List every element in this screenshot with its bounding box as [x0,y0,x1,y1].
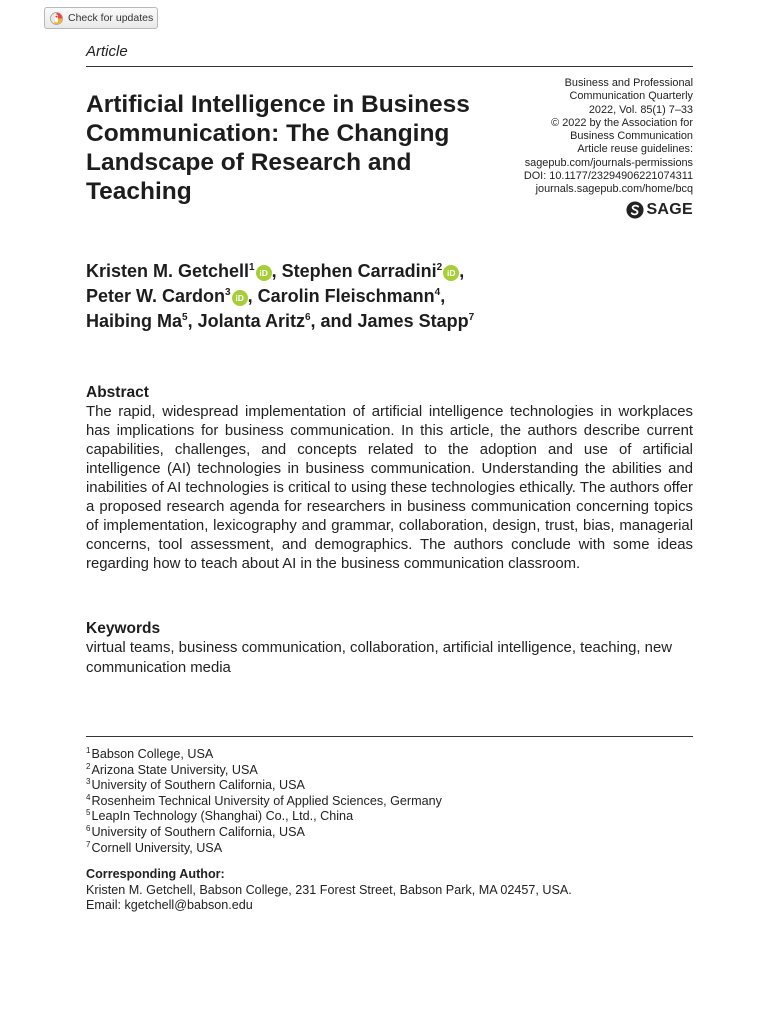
journal-info-line: © 2022 by the Association for [551,116,693,129]
author-separator: , and [310,311,358,331]
author-name: Stephen Carradini [281,261,437,281]
affiliation-text: University of Southern California, USA [91,824,305,839]
author-affiliation-marker: 4 [434,287,441,298]
publisher-logo [626,201,693,219]
affiliation-item [86,747,442,763]
author-name: Peter W. Cardon [86,286,226,306]
journal-info-line: Business Communication [570,130,693,143]
article-type-label: Article [86,43,128,60]
footnote-divider [86,736,693,737]
corresponding-author-heading: Corresponding Author: [86,867,225,881]
author-separator: , [440,286,446,306]
author-list [86,259,706,334]
keywords-heading: Keywords [86,620,161,637]
affiliation-number: 3 [86,777,91,787]
sage-logo-icon [626,201,644,219]
affiliation-number: 1 [86,746,91,755]
journal-info-line: Article reuse guidelines: [577,143,693,156]
header-divider [86,66,693,67]
check-for-updates-button[interactable] [44,7,158,29]
journal-info [473,77,693,197]
orcid-icon[interactable]: iD [232,290,248,306]
author-separator: , [271,261,282,281]
affiliation-item [86,825,442,841]
author-name: Jolanta Aritz [197,311,305,331]
affiliation-item [86,763,442,779]
author-affiliation-marker: 1 [249,262,255,273]
author-separator: , [459,261,465,281]
author-affiliation-marker: 5 [182,312,188,323]
orcid-icon[interactable]: iD [443,265,459,281]
orcid-icon[interactable]: iD [256,265,272,281]
author-affiliation-marker: 6 [304,312,311,323]
author-affiliation-marker: 2 [436,262,443,273]
journal-info-line: sagepub.com/journals-permissions [524,156,693,169]
affiliations-list [86,747,442,856]
affiliation-text: LeapIn Technology (Shanghai) Co., Ltd., China [91,809,354,824]
check-updates-icon [50,12,63,25]
check-updates-label: Check for updates [68,12,154,24]
author-separator: , [187,311,198,331]
author-separator: , [247,286,258,306]
publisher-name: SAGE [646,201,693,218]
corresponding-author [86,867,572,914]
abstract-heading: Abstract [86,384,149,401]
affiliation-text: Rosenheim Technical University of Applied Sciences, Germany [91,793,442,808]
affiliation-text: University of Southern California, USA [91,778,305,793]
author-name: James Stapp [357,311,469,331]
affiliation-text: Cornell University, USA [91,840,223,855]
journal-info-line: 2022, Vol. 85(1) 7–33 [588,103,693,116]
author-name: Carolin Fleischmann [257,286,435,306]
author-affiliation-marker: 3 [225,287,231,298]
affiliation-text: Arizona State University, USA [91,762,258,777]
journal-info-line: Communication Quarterly [569,90,693,103]
affiliation-number: 4 [86,792,91,802]
affiliation-text: Babson College, USA [91,747,214,761]
abstract-text: The rapid, widespread implementation of artificial intelligence technologies in workplaces has implications for business communication. In this article, the authors describe current capabilities, challenges, and concepts related to the adoption and use of artificial intelligence (AI) technologies in business communication. Understanding the abilities and inabilities of AI technologies is critical to using these technologies ethically. The authors offer a proposed research agenda for researchers in business communication concerning topics of implementation, lexicography and grammar, collaboration, design, trust, bias, managerial concerns, tool assessment, and demographics. The authors conclude with some ideas regarding how to teach about AI in the business communication classroom. [86,404,693,572]
affiliation-number: 7 [86,839,91,849]
corresponding-author-email[interactable]: Email: kgetchell@babson.edu [86,898,253,913]
author-name: Haibing Ma [86,311,183,331]
affiliation-item [86,794,442,810]
affiliation-item [86,841,442,857]
affiliation-item [86,778,442,794]
journal-info-line: journals.sagepub.com/home/bcq [535,183,693,196]
corresponding-author-address: Kristen M. Getchell, Babson College, 231 Forest Street, Babson Park, MA 02457, USA. [86,882,572,897]
author-name: Kristen M. Getchell [86,261,250,281]
journal-info-line: Business and Professional [564,77,693,89]
affiliation-number: 5 [86,808,91,818]
keywords-text: virtual teams, business communication, collaboration, artificial intelligence, teaching, new communication media [86,640,672,676]
affiliation-item [86,809,442,825]
article-title: Artificial Intelligence in Business Communication: The Changing Landscape of Research and Teaching [86,91,470,205]
affiliation-number: 6 [86,823,91,833]
journal-info-line: DOI: 10.1177/23294906221074311 [523,170,693,183]
affiliation-number: 2 [86,761,91,771]
author-affiliation-marker: 7 [468,312,475,323]
